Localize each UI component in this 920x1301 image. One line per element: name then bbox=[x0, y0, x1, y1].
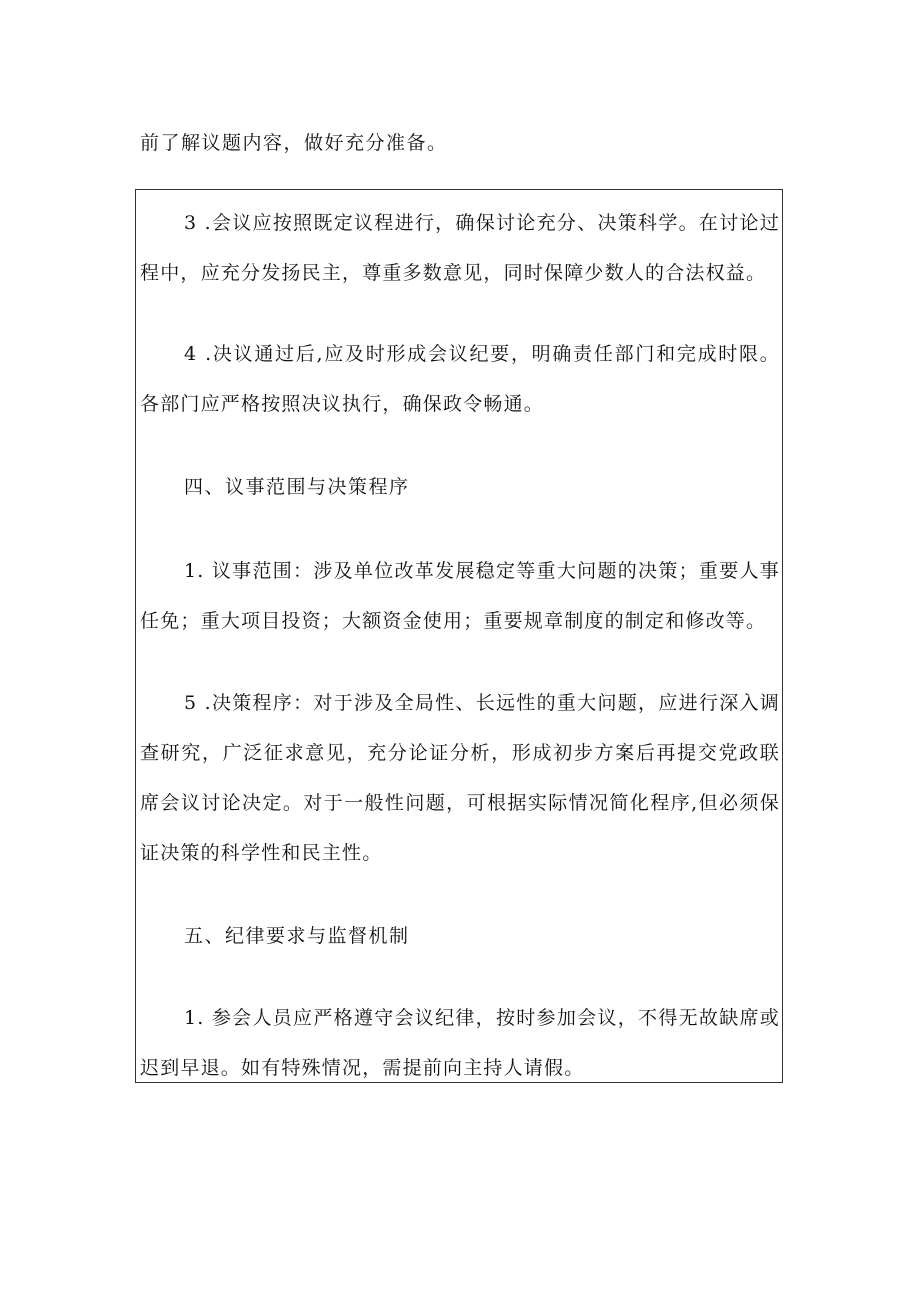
section-heading-4: 四、议事范围与决策程序 bbox=[184, 476, 410, 498]
paragraph-scope: 1. 议事范围：涉及单位改革发展稳定等重大问题的决策；重要人事任免；重大项目投资；大额资金使用；重要规章制度的制定和修改等。 bbox=[140, 560, 780, 632]
paragraph-4: 4 .决议通过后,应及时形成会议纪要，明确责任部门和完成时限。各部门应严格按照决议执行，确保政令畅通。 bbox=[140, 343, 780, 415]
paragraph-3: 3 .会议应按照既定议程进行，确保讨论充分、决策科学。在讨论过程中，应充分发扬民主，尊重多数意见，同时保障少数人的合法权益。 bbox=[140, 212, 780, 284]
paragraph-procedure: 5 .决策程序：对于涉及全局性、长远性的重大问题，应进行深入调查研究，广泛征求意见，充分论证分析，形成初步方案后再提交党政联席会议讨论决定。对于一般性问题，可根据实际情况简化程序,但必须保证决策的科学性和民主性。 bbox=[140, 692, 780, 864]
content-box bbox=[135, 189, 783, 1083]
paragraph-discipline: 1. 参会人员应严格遵守会议纪律，按时参加会议，不得无故缺席或迟到早退。如有特殊情况，需提前向主持人请假。 bbox=[140, 1007, 780, 1079]
section-heading-5: 五、纪律要求与监督机制 bbox=[184, 925, 410, 947]
intro-line: 前了解议题内容，做好充分准备。 bbox=[140, 132, 448, 154]
